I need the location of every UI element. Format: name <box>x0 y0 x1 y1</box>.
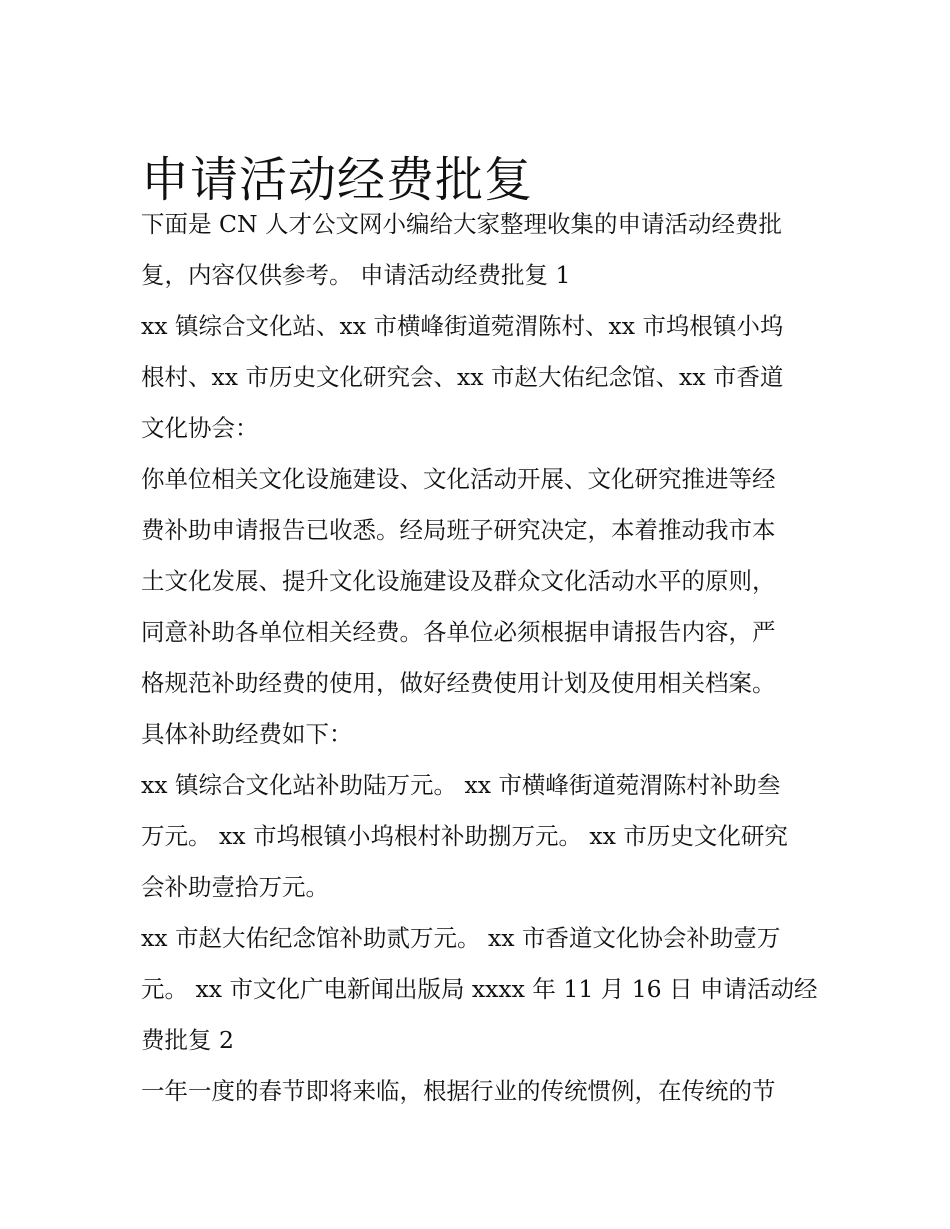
body-line: 具体补助经费如下： <box>141 720 353 748</box>
body-line: 格规范补助经费的使用，做好经费使用计划及使用相关档案。 <box>141 669 776 697</box>
document-body <box>141 199 821 1117</box>
body-line: 复，内容仅供参考。 申请活动经费批复 1 <box>141 261 571 289</box>
body-line: 费补助申请报告已收悉。经局班子研究决定，本着推动我市本 <box>141 516 776 544</box>
body-line: xx 镇综合文化站、xx 市横峰街道菀渭陈村、xx 市坞根镇小坞 <box>141 312 784 340</box>
body-line: xx 镇综合文化站补助陆万元。 xx 市横峰街道菀渭陈村补助叁 <box>141 771 781 799</box>
body-line: 万元。 xx 市坞根镇小坞根村补助捌万元。 xx 市历史文化研究 <box>141 822 788 850</box>
body-line: xx 市赵大佑纪念馆补助贰万元。 xx 市香道文化协会补助壹万 <box>141 924 781 952</box>
body-line: 文化协会： <box>141 414 259 442</box>
body-line: 一年一度的春节即将来临，根据行业的传统惯例，在传统的节 <box>141 1077 776 1105</box>
body-line: 你单位相关文化设施建设、文化活动开展、文化研究推进等经 <box>141 465 776 493</box>
body-line: 会补助壹拾万元。 <box>141 873 329 901</box>
body-line: 土文化发展、提升文化设施建设及群众文化活动水平的原则， <box>141 567 776 595</box>
body-line: 费批复 2 <box>141 1026 234 1054</box>
body-line: 同意补助各单位相关经费。各单位必须根据申请报告内容，严 <box>141 618 776 646</box>
body-line: 元。 xx 市文化广电新闻出版局 xxxx 年 11 月 16 日 申请活动经 <box>141 975 818 1003</box>
body-line: 下面是 CN 人才公文网小编给大家整理收集的申请活动经费批 <box>141 210 782 238</box>
body-line: 根村、xx 市历史文化研究会、xx 市赵大佑纪念馆、xx 市香道 <box>141 363 784 391</box>
document-title: 申请活动经费批复 <box>141 152 534 209</box>
